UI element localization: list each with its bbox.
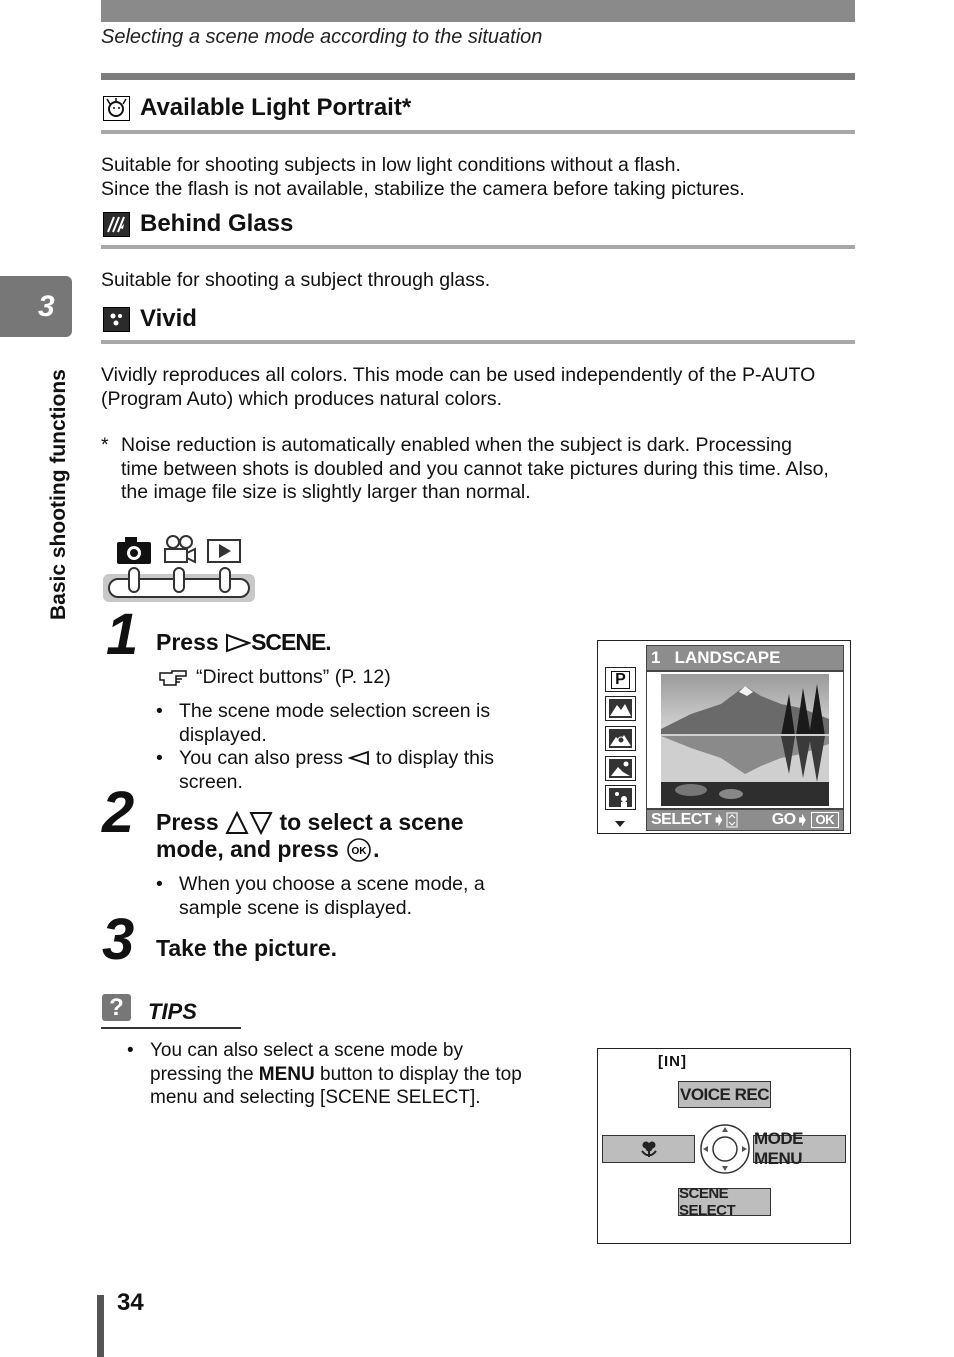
bullet-item: • The scene mode selection screen is displayed. [156,700,546,747]
step-title: Take the picture. [156,935,338,961]
landscape-sample-image [661,674,829,806]
screen-footer [646,809,844,831]
macro-item[interactable] [602,1135,695,1163]
section-heading-vivid [103,305,197,333]
step-title [156,809,464,863]
bullet-item: • You can also select a scene mode by pressing the MENU button to display the top menu and selecting [SCENE SELECT]. [127,1039,557,1110]
text-line: Noise reduction is automatically enabled when the subject is dark. Processing [121,434,792,456]
behind-glass-icon [103,212,130,237]
step-title-text: . [373,836,380,862]
section-rule [101,130,855,134]
arrow-icon: ➧ [795,812,809,829]
night-portrait-icon [605,785,636,810]
tips-list [127,1039,557,1110]
program-mode-icon: P [605,667,636,692]
mode-menu-item[interactable]: MODE MENU [753,1135,846,1163]
preview-frame [646,671,844,809]
tips-icon: ? [102,994,131,1021]
tips-title: TIPS [148,999,197,1024]
reference-text: “Direct buttons” (P. 12) [196,666,391,688]
pointing-hand-icon [158,668,190,688]
reference-line [158,666,391,690]
svg-text:OK: OK [351,845,367,857]
up-down-icon [726,812,738,828]
step-title-text: to select a scene [273,809,464,835]
scene-select-screen [597,640,851,834]
step-title-text: Press [156,629,226,655]
left-arrow-icon [348,750,370,766]
right-arrow-icon [225,633,251,653]
ok-key-label: OK [811,812,840,828]
bullet-item: • When you choose a scene mode, a sample scene is displayed. [156,873,546,920]
text-line: (Program Auto) which produces natural colors. [101,387,503,410]
portrait-icon [103,96,130,121]
landscape-icon [605,696,636,721]
step-number: 1 [106,602,139,667]
footnote-mark: * [101,434,109,456]
step-title-text: mode, and press [156,836,346,862]
text-line: Suitable for shooting a subject through glass. [101,269,491,291]
top-menu-screen [597,1048,851,1244]
select-label: SELECT [651,811,712,828]
scene-key-label: SCENE. [251,629,331,655]
page-number: 34 [117,1289,144,1316]
running-title: Selecting a scene mode according to the situation [101,26,543,48]
section-title: Vivid [140,305,197,332]
step-number: 3 [102,907,135,972]
scene-name-bar: 1 LANDSCAPE [646,645,844,671]
text-line: the image file size is slightly larger than normal. [121,481,531,503]
section-heading-portrait [103,94,411,122]
vivid-icon [103,307,130,332]
step-title-text: Press [156,809,226,835]
text-line: Since the flash is not available, stabilize the camera before taking pictures. [101,177,745,200]
night-scene-icon [605,756,636,781]
macro-flower-icon [638,1139,660,1159]
section-body [101,269,490,293]
chapter-tab [0,276,72,337]
text-line: time between shots is doubled and you cannot take pictures during this time. Also, [121,457,829,480]
chapter-label: Basic shooting functions [47,369,70,620]
memory-indicator: [IN] [658,1053,687,1070]
header-divider [101,73,855,80]
step-bullets [156,700,546,794]
voice-rec-item[interactable]: VOICE REC [678,1081,771,1108]
text-line: Vividly reproduces all colors. This mode can be used independently of the P-AUTO [101,364,816,386]
bullet-item: • You can also press to display this screen. [156,747,546,794]
footnote [121,434,829,505]
header-bar [101,0,855,22]
tips-underline [101,1027,241,1029]
arrow-pad-icon [698,1123,752,1180]
step-number: 2 [102,780,135,845]
step-bullets [156,873,546,920]
section-rule [101,245,855,249]
landscape-portrait-icon [605,726,636,751]
step-title [156,629,331,656]
chapter-number: 3 [38,290,55,323]
up-down-arrows-icon [225,811,273,835]
text-line: Suitable for shooting subjects in low light conditions without a flash. [101,154,681,176]
section-rule [101,340,855,344]
section-title: Behind Glass [140,210,294,237]
ok-button-icon [345,837,373,863]
section-heading-glass [103,210,293,238]
go-label: GO [771,811,796,828]
scroll-down-arrow-icon [614,815,626,833]
scene-select-item[interactable]: SCENE SELECT [678,1188,771,1216]
section-body [101,364,815,411]
page-number-bar [97,1295,104,1357]
section-title: Available Light Portrait* [140,94,412,121]
arrow-icon: ➧ [712,812,726,829]
mode-dial-graphic [103,532,258,609]
section-body [101,154,745,201]
